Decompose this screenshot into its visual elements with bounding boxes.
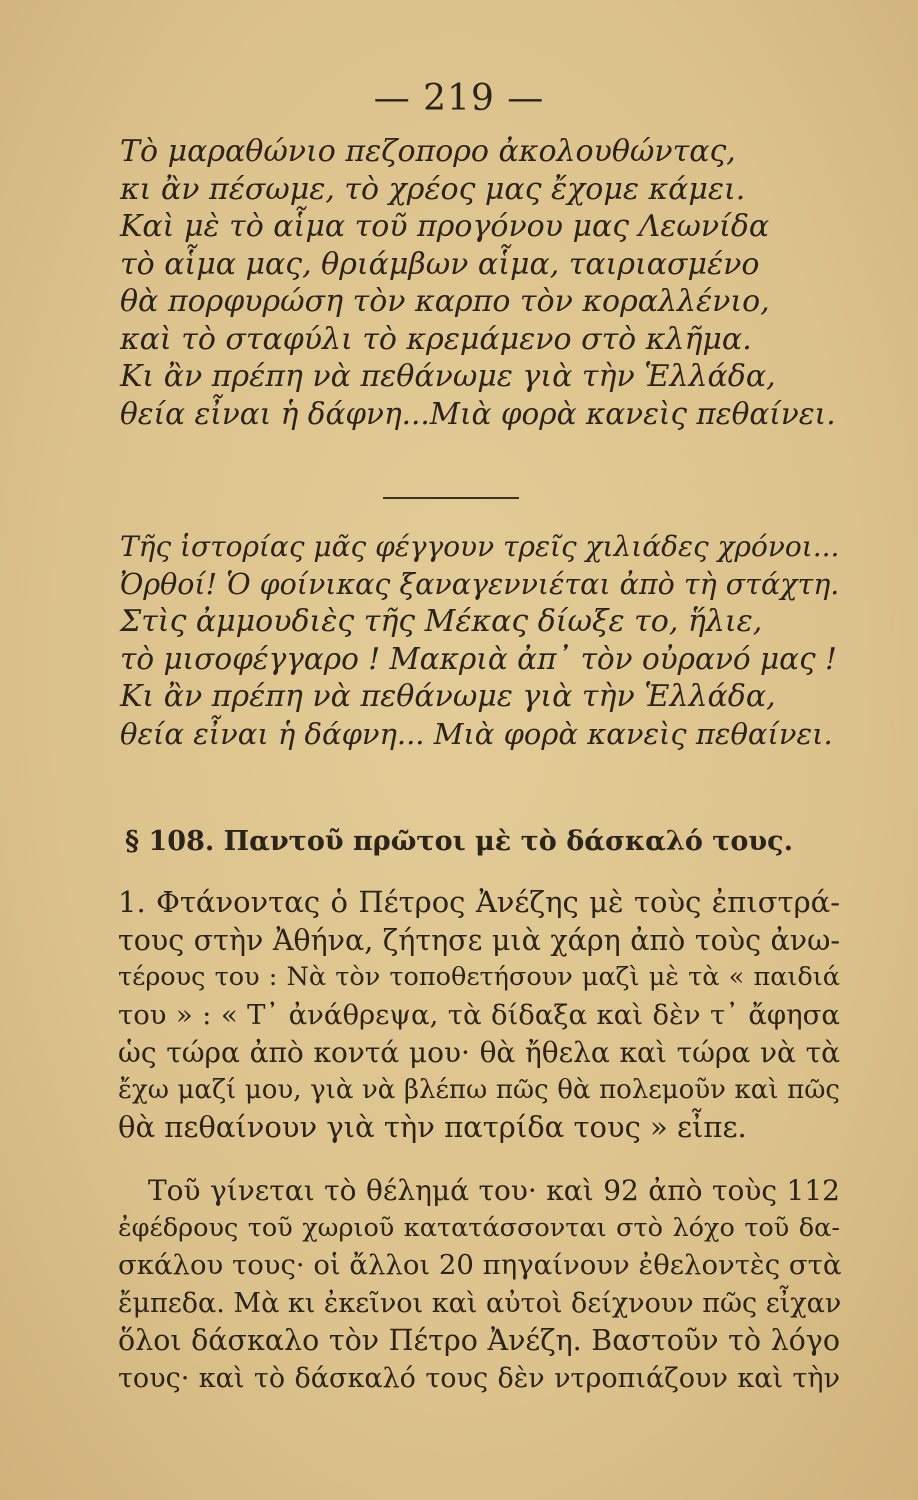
verse-line: θὰ πορφυρώση τὸν καρπο τὸν κοραλλένιο, [120,284,770,319]
verse-line: Τὸ μαραθώνιο πεζοπορο ἀκολουθώντας, [120,134,736,169]
text-line: θὰ πεθαίνουν γιὰ τὴν πατρίδα τους » εἶπε. [118,1110,747,1144]
text-line: Τοῦ γίνεται τὸ θέλημά του· καὶ 92 ἀπὸ τοὺς 112 [148,1174,840,1207]
text-line: σκάλου τους· οἱ ἄλλοι 20 πηγαίνουν ἐθελοντὲς στὰ [118,1249,842,1281]
verse-line: Ὀρθοί! Ὁ φοίνικας ξαναγεννιέται ἀπὸ τὴ στάχτη. [120,567,840,601]
verse-line: τὸ αἷμα μας, θριάμβων αἷμα, ταιριασμένο [120,246,760,282]
verse-line: Κι ἂν πρέπη νὰ πεθάνωμε γιὰ τὴν Ἑλλάδα, [120,679,776,714]
text-line: του » : « Τ᾿ ἀνάθρεψα, τὰ δίδαξα καὶ δὲν τ᾿ ἄφησα [118,998,840,1031]
poem-stanza-1 [120,133,840,433]
verse-line: κι ἂν πέσωμε, τὸ χρέος μας ἔχομε κάμει. [120,171,746,207]
text-line: ὅλοι δάσκαλο τὸν Πέτρο Ἀνέζη. Βαστοῦν τὸ λόγο [118,1324,840,1357]
text-line: 1. Φτάνοντας ὁ Πέτρος Ἀνέζης μὲ τοὺς ἐπιστρά- [118,885,840,919]
paragraph-1 [118,884,840,1147]
verse-line: Κι ἂν πρέπη νὰ πεθάνωμε γιὰ τὴν Ἑλλάδα, [120,359,776,394]
text-line: τέρους του : Νὰ τὸν τοποθετήσουν μαζὶ μὲ τὰ « παιδιά [118,962,840,992]
paragraph-2 [118,1172,840,1397]
text-line: ἔμπεδα. Μὰ κι ἐκεῖνοι καὶ αὐτοὶ δείχνουν πῶς εἶχαν [118,1287,842,1319]
verse-line: θεία εἶναι ἡ δάφνη...Μιὰ φορὰ κανεὶς πεθαίνει. [120,396,836,431]
text-line: τους· καὶ τὸ δάσκαλό τους δὲν ντροπιάζουν καὶ τὴν [118,1362,840,1394]
verse-line: Στὶς ἀμμουδιὲς τῆς Μέκας δίωξε το, ἥλιε, [120,604,763,639]
stanza-divider [383,497,519,499]
verse-line: καὶ τὸ σταφύλι τὸ κρεμάμενο στὸ κλῆμα. [120,321,752,357]
page-number: — 219 — [373,78,545,119]
text-line: ὡς τώρα ἀπὸ κοντά μου· θὰ ἤθελα καὶ τώρα νὰ τὰ [118,1036,840,1069]
text-line: τους στὴν Ἀθήνα, ζήτησε μιὰ χάρη ἀπὸ τοὺς ἀνω- [118,923,840,957]
verse-line: Τῆς ἱστορίας μᾶς φέγγουν τρεῖς χιλιάδες χρόνοι... [120,530,840,563]
text-line: ἐφέδρους τοῦ χωριοῦ κατατάσσονται στὸ λόχο τοῦ δα- [118,1212,840,1243]
section-heading: § 108. Παντοῦ πρῶτοι μὲ τὸ δάσκαλό τους. [124,826,793,857]
verse-line: Καὶ μὲ τὸ αἷμα τοῦ προγόνου μας Λεωνίδα [120,209,770,244]
verse-line: θεία εἶναι ἡ δάφνη... Μιὰ φορὰ κανεὶς πεθαίνει. [120,716,833,751]
text-line: ἔχω μαζί μου, γιὰ νὰ βλέπω πῶς θὰ πολεμοῦν καὶ πῶς [118,1074,840,1105]
verse-line: τὸ μισοφέγγαρο ! Μακριὰ ἀπ᾿ τὸν οὐρανό μας ! [120,641,837,676]
poem-stanza-2 [120,528,840,753]
